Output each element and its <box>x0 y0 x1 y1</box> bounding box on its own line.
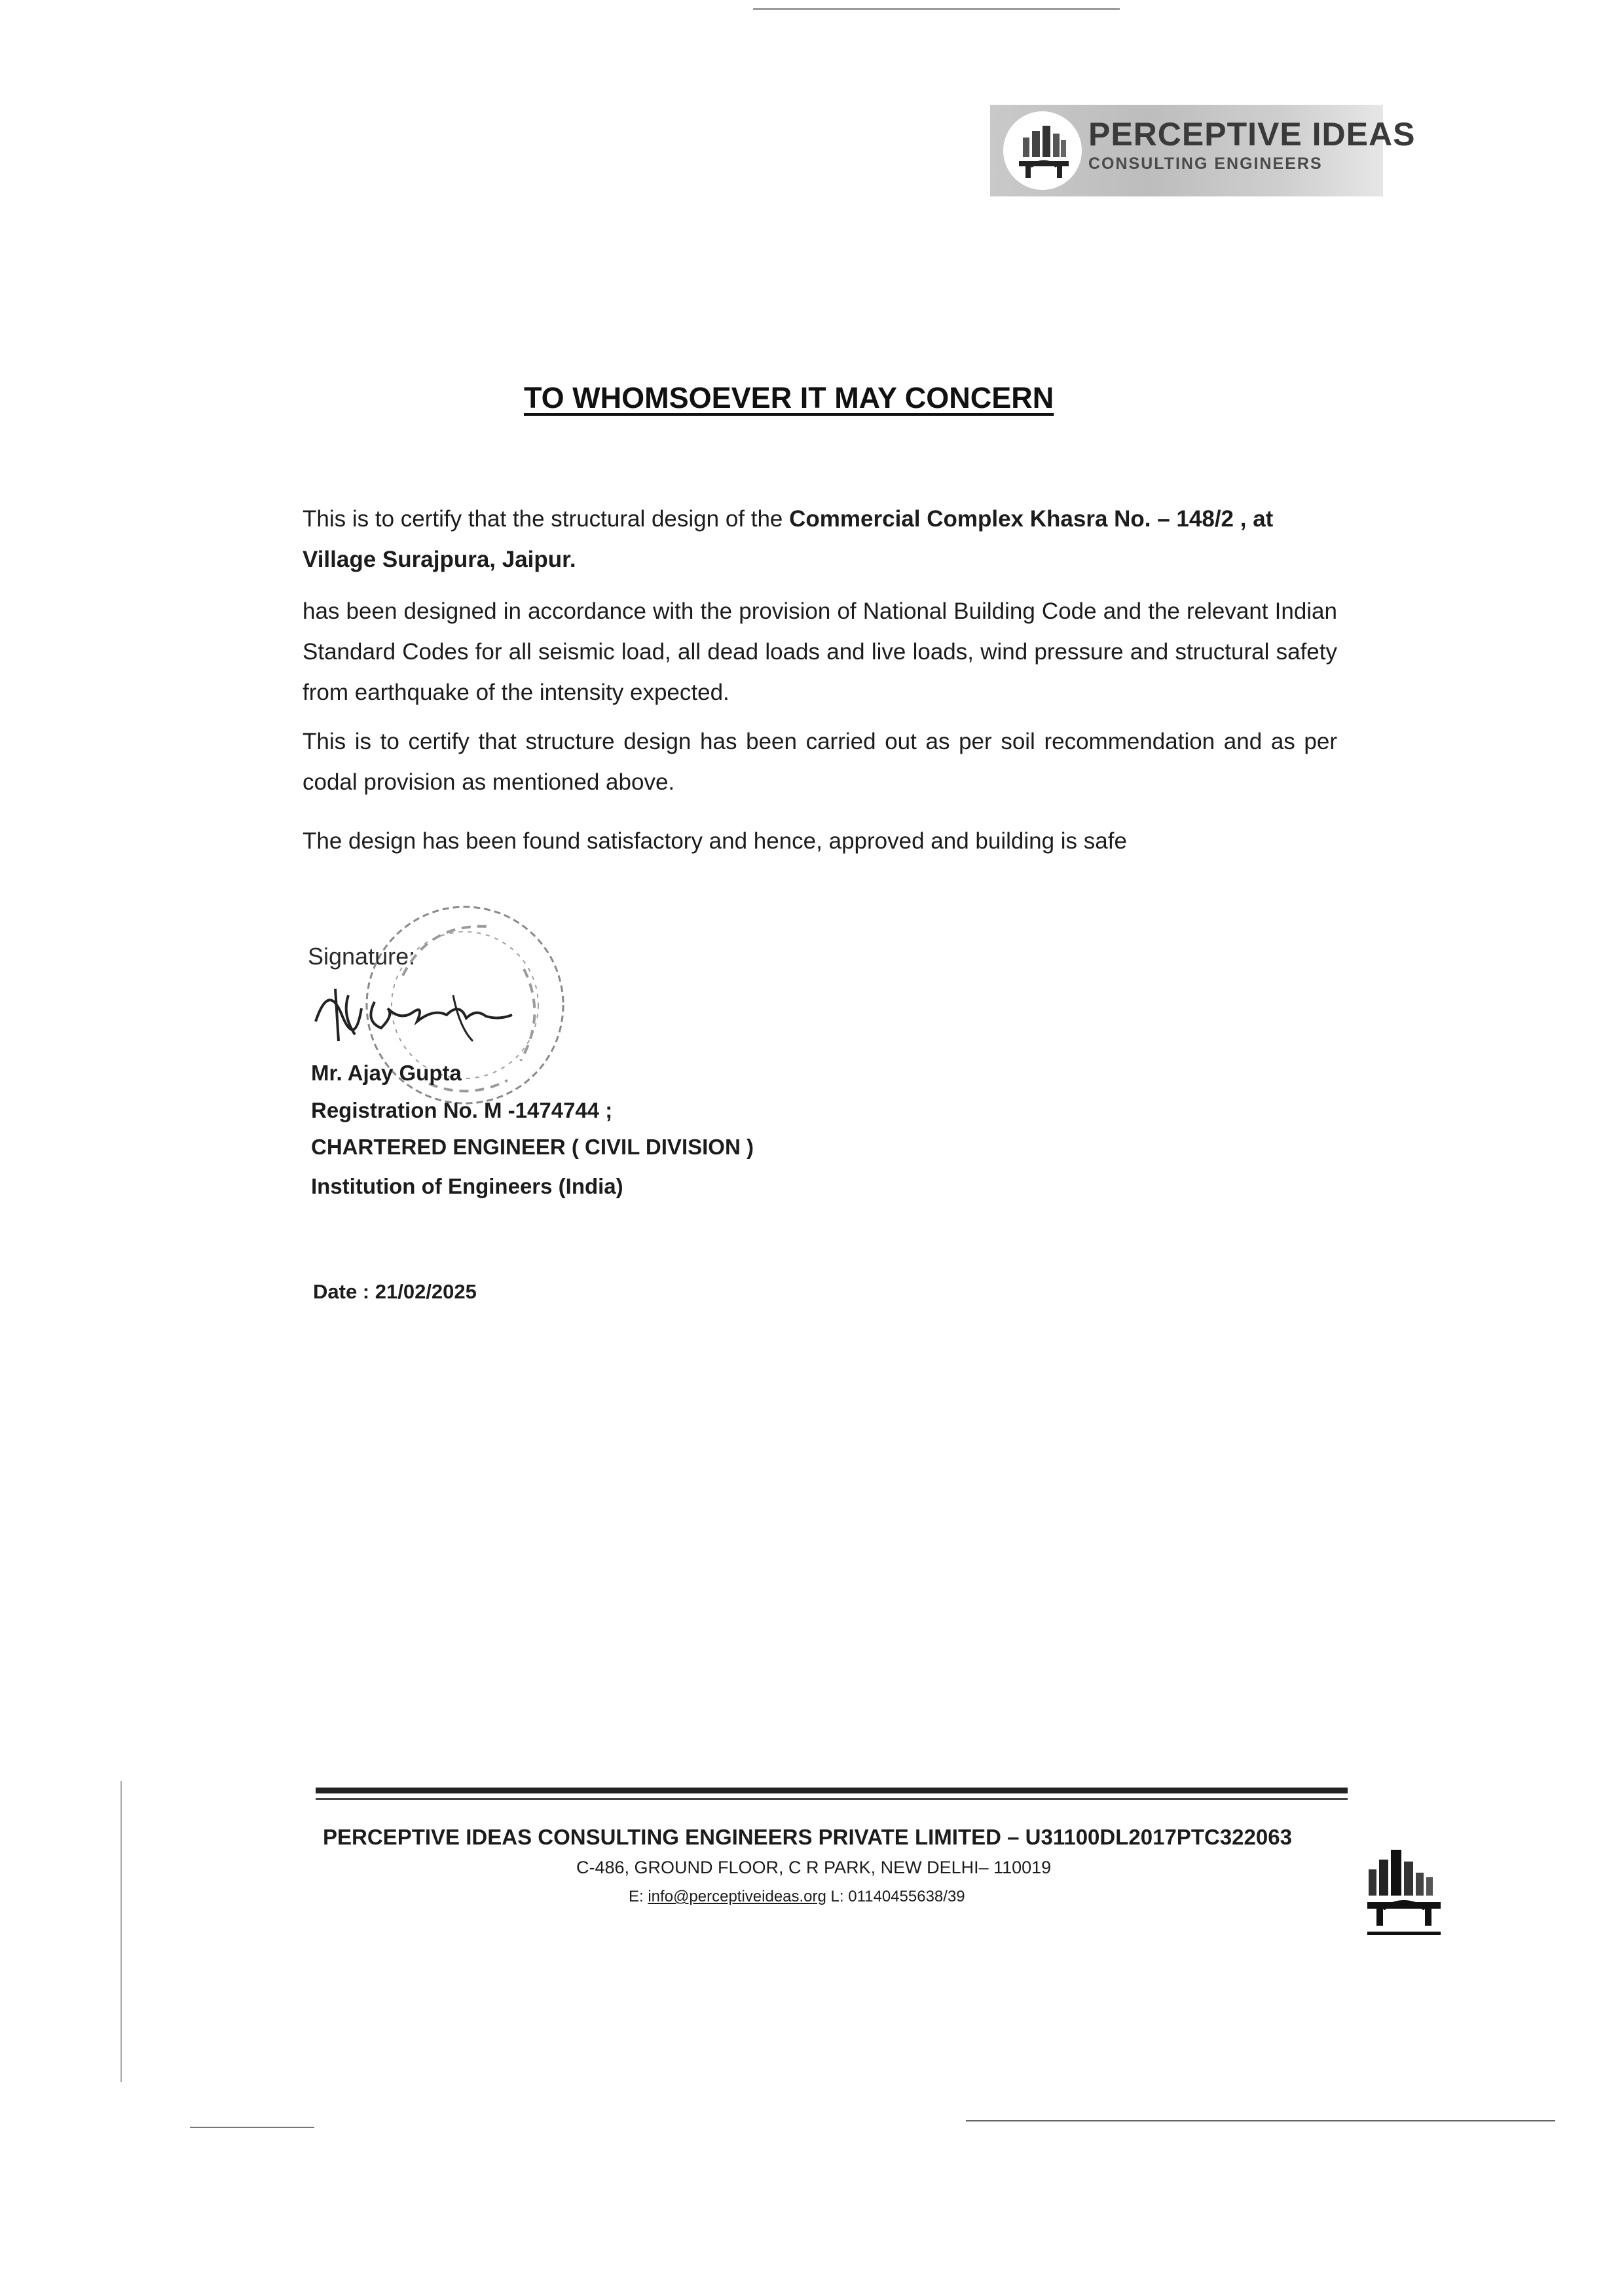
signature-label: Signature: <box>308 943 416 970</box>
company-emblem-icon <box>1003 111 1082 190</box>
document-heading: TO WHOMSOEVER IT MAY CONCERN <box>524 381 1054 414</box>
footer-phone: L: 01140455638/39 <box>826 1888 965 1905</box>
certification-paragraph-2: has been designed in accordance with the provision of National Building Code and the relevant Indian Standard Codes for all seismic load, all dead loads and live loads, wind pressure and structural safety from earthquake of the intensity expected. <box>303 598 1337 705</box>
scan-edge-line-bottom-left <box>190 2127 314 2128</box>
footer-email-link[interactable]: info@perceptiveideas.org <box>648 1888 826 1905</box>
header-company-name: PERCEPTIVE IDEAS <box>1088 116 1416 153</box>
scan-edge-line-bottom-right <box>966 2120 1555 2121</box>
scan-edge-line-left <box>120 1781 122 2082</box>
footer-company-line: PERCEPTIVE IDEAS CONSULTING ENGINEERS PRIVATE LIMITED – U31100DL2017PTC322063 <box>323 1825 1292 1849</box>
footer-address: C-486, GROUND FLOOR, C R PARK, NEW DELHI– 110019 <box>576 1858 1052 1877</box>
signer-designation: CHARTERED ENGINEER ( CIVIL DIVISION ) <box>311 1135 754 1159</box>
footer-contact <box>629 1888 965 1906</box>
scan-edge-line-top <box>753 8 1120 10</box>
document-date: Date : 21/02/2025 <box>313 1280 477 1303</box>
signer-registration: Registration No. M -1474744 ; <box>311 1098 613 1122</box>
certification-paragraph-4: The design has been found satisfactory and hence, approved and building is safe <box>303 828 1127 854</box>
footer-divider-thick <box>316 1788 1348 1793</box>
signer-name: Mr. Ajay Gupta <box>311 1061 462 1085</box>
footer-divider-thin <box>316 1798 1348 1800</box>
header-company-tagline: CONSULTING ENGINEERS <box>1088 155 1323 173</box>
certification-paragraph-3: This is to certify that structure design has been carried out as per soil recommendation and as per codal provision as mentioned above. <box>303 729 1337 795</box>
signer-institution: Institution of Engineers (India) <box>311 1174 623 1198</box>
certification-paragraph-1 <box>303 499 1350 580</box>
project-name: Commercial Complex Khasra No. – 148/2 , at Village Surajpura, Jaipur. <box>303 506 1274 572</box>
footer-company-logo-icon <box>1362 1837 1447 1941</box>
paragraph1-intro: This is to certify that the structural design of the <box>303 506 790 532</box>
footer-email-label: E: <box>629 1888 648 1905</box>
handwritten-signature <box>303 969 564 1054</box>
